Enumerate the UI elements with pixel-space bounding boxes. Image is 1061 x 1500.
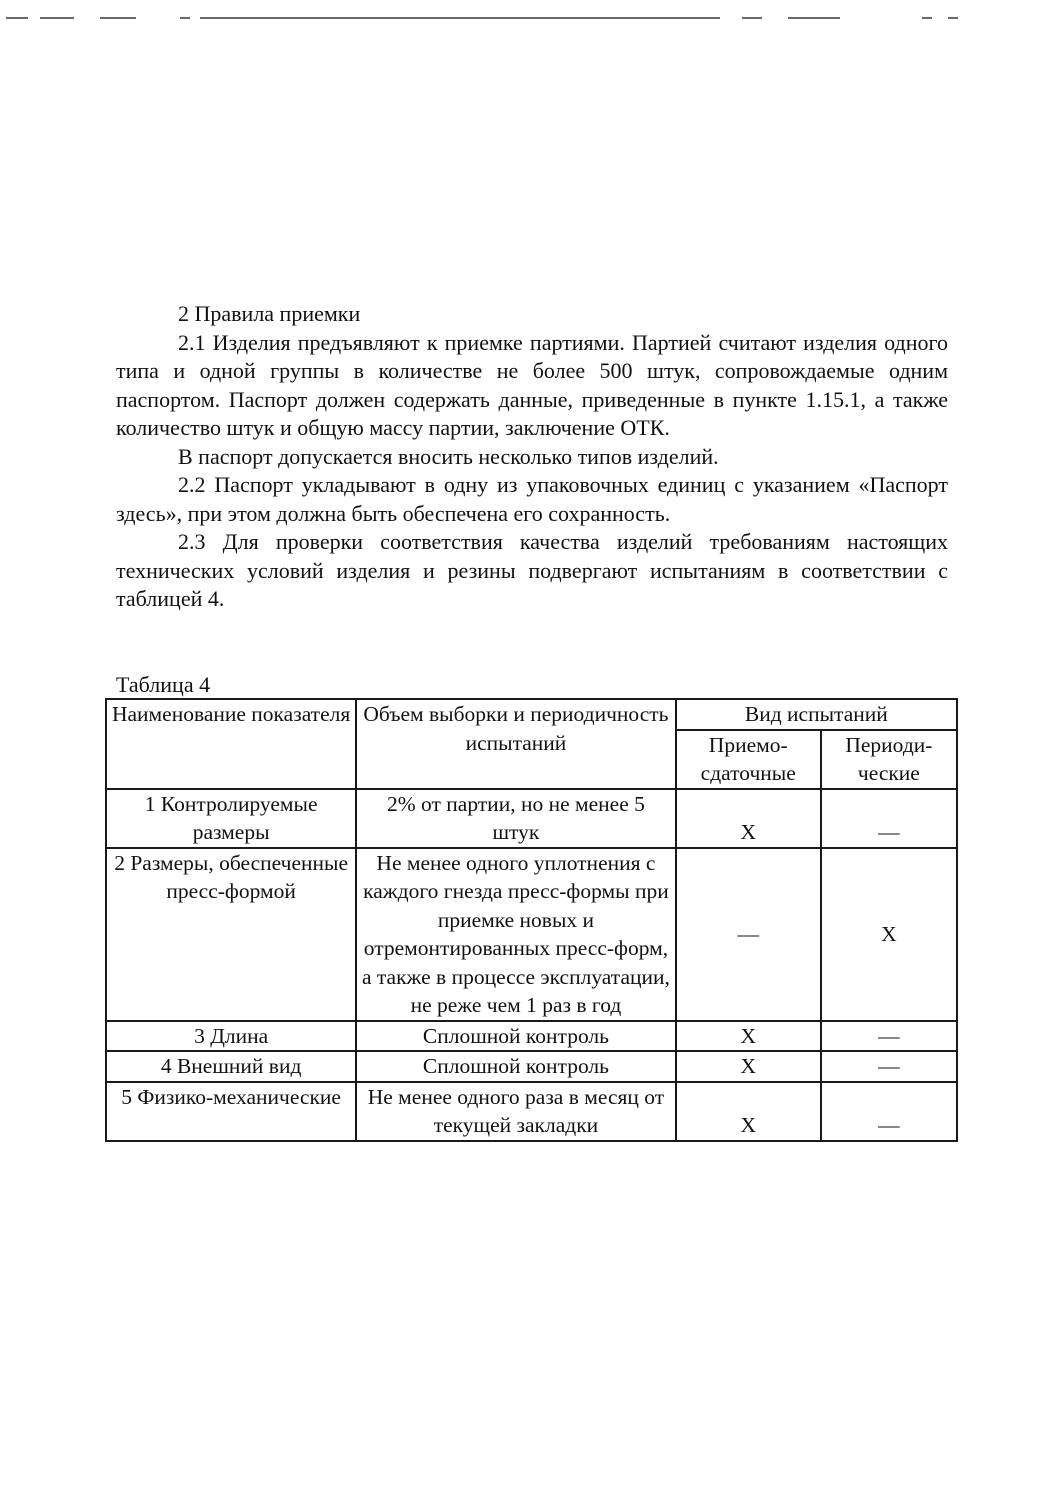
row-name: 5 Физико-механические [106,1082,356,1141]
table-row [106,1082,957,1141]
row-name: 1 Контролируемые размеры [106,789,356,848]
row-volume: Сплошной контроль [356,1021,675,1052]
paragraph-passport-types: В паспорт допускается вносить несколько типов изделий. [178,443,719,469]
row-name: 2 Размеры, обеспеченные пресс-формой [106,848,356,1021]
row-volume: Не менее одного раза в месяц от текущей закладки [356,1082,675,1141]
row-acceptance-mark: X [676,1082,821,1141]
row-acceptance-mark: X [676,1051,821,1082]
section-heading: 2 Правила приемки [178,301,361,326]
row-acceptance-mark: X [676,789,821,848]
header-acceptance: Приемо-сдаточные [676,730,821,789]
test-table [105,698,958,1142]
table-row [106,1051,957,1082]
header-volume: Объем выборки и периодичность испытаний [356,699,675,789]
row-name: 3 Длина [106,1021,356,1052]
row-acceptance-mark: X [676,1021,821,1052]
table-caption: Таблица 4 [116,672,211,697]
table-row [106,1021,957,1052]
row-periodic-mark: — [821,1051,957,1082]
row-name: 4 Внешний вид [106,1051,356,1082]
row-volume: Сплошной контроль [356,1051,675,1082]
section-acceptance-rules [116,300,948,614]
row-periodic-mark: X [821,848,957,1021]
header-test-type: Вид испытаний [676,699,957,730]
paragraph-2-3: 2.3 Для проверки соответствия качества изделий требованиям настоящих технических условий изделия и резины подвергают испытаниям в соответствии с таблицей 4. [116,529,948,611]
row-volume: 2% от партии, но не менее 5 штук [356,789,675,848]
row-periodic-mark: — [821,1082,957,1141]
row-acceptance-mark: — [676,848,821,1021]
header-periodic: Периоди-ческие [821,730,957,789]
row-volume: Не менее одного уплотнения с каждого гнезда пресс-формы при приемке новых и отремонтированных пресс-форм, а также в процессе эксплуатации, не реже чем 1 раз в год [356,848,675,1021]
scan-top-rule [0,17,1061,19]
paragraph-2-2: 2.2 Паспорт укладывают в одну из упаковочных единиц с указанием «Паспорт здесь», при этом должна быть обеспечена его сохранность. [116,472,948,526]
table-row [106,789,957,848]
row-periodic-mark: — [821,789,957,848]
table-row [106,848,957,1021]
paragraph-2-1: 2.1 Изделия предъявляют к приемке партиями. Партией считают изделия одного типа и одной группы в количестве не более 500 штук, сопровождаемые одним паспортом. Паспорт должен содержать данные, приведенные в пункте 1.15.1, а также количество штук и общую массу партии, заключение ОТК. [116,329,948,440]
header-name: Наименование показателя [106,699,356,789]
row-periodic-mark: — [821,1021,957,1052]
